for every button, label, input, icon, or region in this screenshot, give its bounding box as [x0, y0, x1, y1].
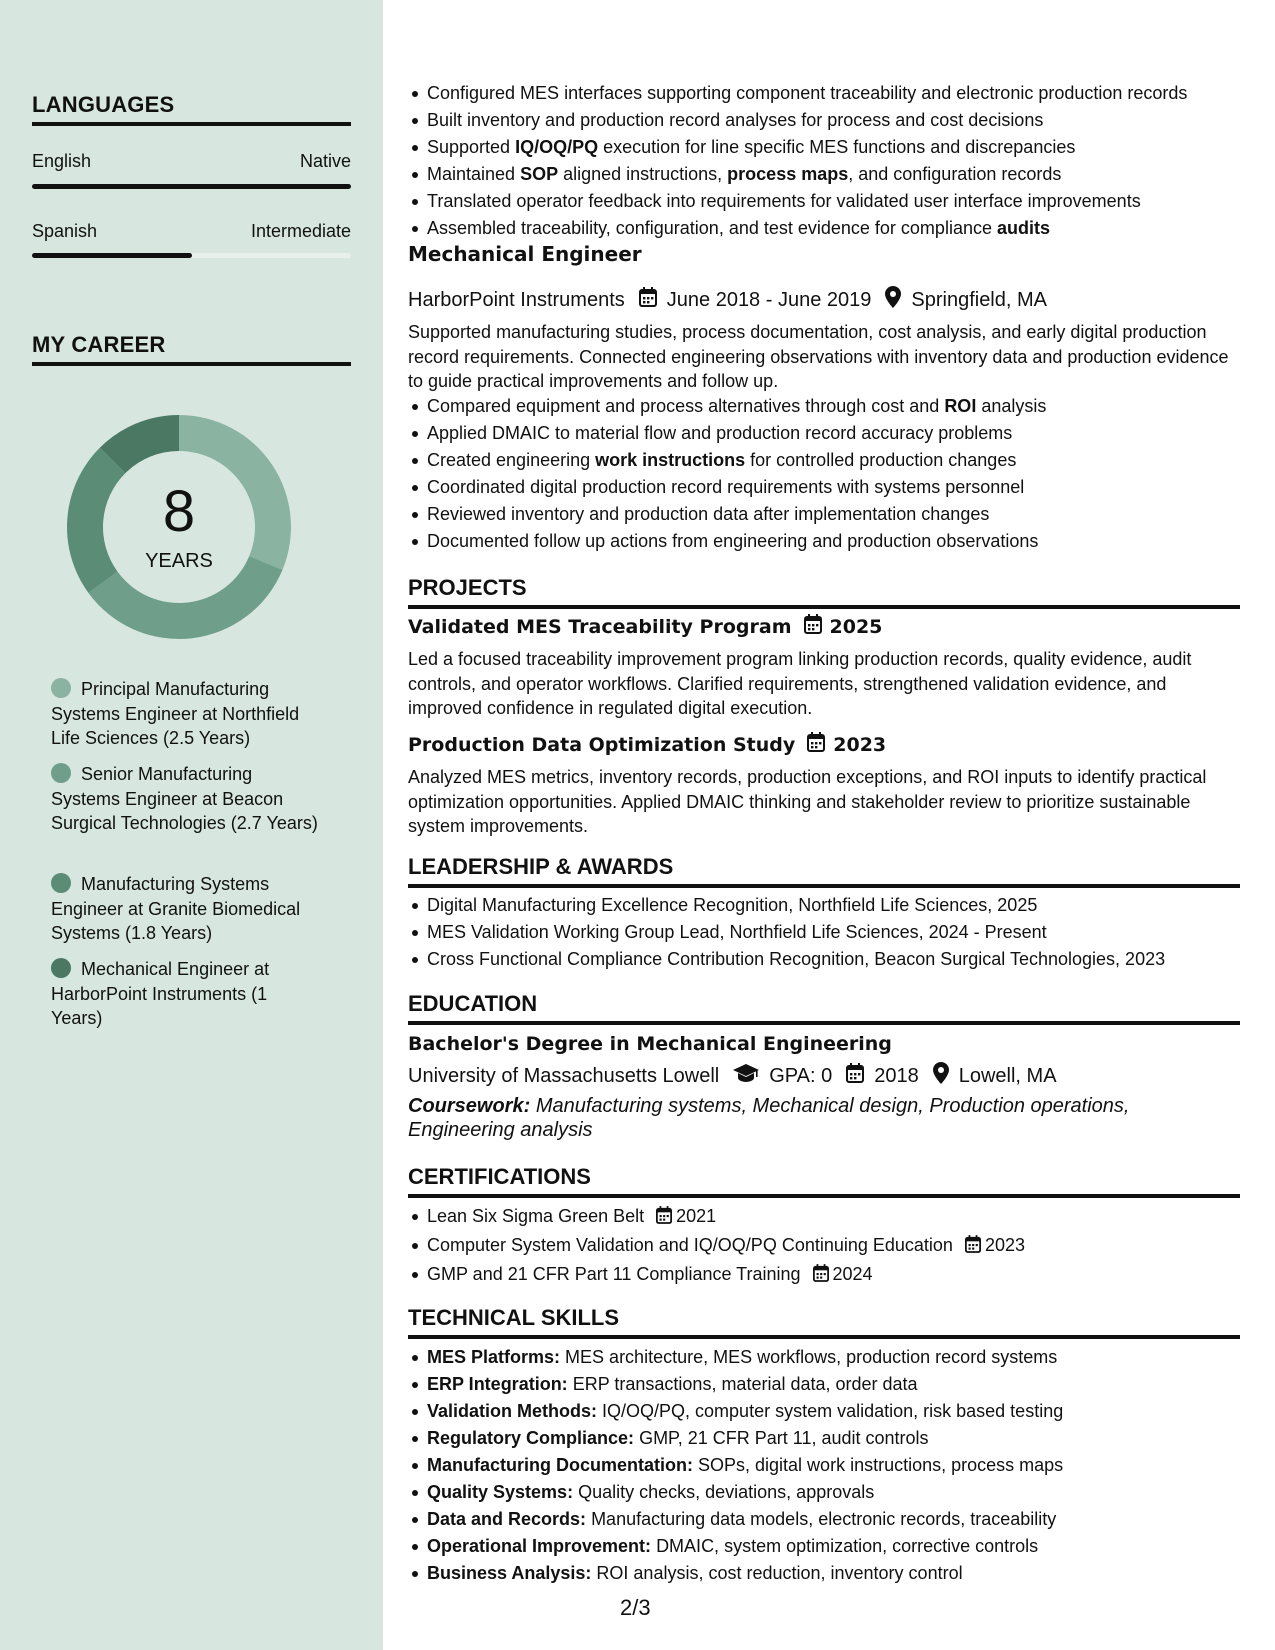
education-heading: EDUCATION: [408, 991, 1240, 1025]
certification-name: Lean Six Sigma Green Belt: [427, 1206, 645, 1226]
project-title: [408, 732, 886, 757]
list-item: Compared equipment and process alternatives through cost and ROI analysis: [427, 393, 1259, 420]
list-item: Created engineering work instructions for controlled production changes: [427, 447, 1259, 474]
coursework: [408, 1094, 1240, 1142]
language-bar-fill: [32, 253, 192, 258]
project-year: 2025: [829, 615, 883, 638]
calendar-icon: [813, 1263, 829, 1290]
job-bullets: [408, 393, 1259, 555]
skill-value: SOPs, digital work instructions, process maps: [698, 1455, 1064, 1475]
project-year: 2023: [833, 733, 887, 756]
project-description: Analyzed MES metrics, inventory records, production exceptions, and ROI inputs to identify practical optimization opportunities. Applied DMAIC thinking and stakeholder review to prioritize sustainable system improvements.: [408, 767, 1207, 836]
skill-label: Business Analysis:: [427, 1563, 592, 1583]
legend-dot: [51, 763, 71, 783]
project-description: Led a focused traceability improvement program linking production records, quality evidence, audit controls, and operator workflows. Clarified requirements, strengthened validation evidence, and improved confidence in regulated digital execution.: [408, 649, 1192, 718]
list-item: Supported IQ/OQ/PQ execution for line specific MES functions and discrepancies: [427, 134, 1259, 161]
sidebar: [0, 0, 383, 1650]
language-name: Spanish: [32, 221, 98, 241]
career-item: [51, 762, 321, 836]
calendar-icon: [804, 614, 822, 639]
main-content: [408, 0, 1240, 1650]
skill-label: Data and Records:: [427, 1509, 587, 1529]
awards-heading: LEADERSHIP & AWARDS: [408, 854, 1240, 888]
legend-dot: [51, 678, 71, 698]
skill-value: ROI analysis, cost reduction, inventory control: [596, 1563, 963, 1583]
career-item: [51, 677, 321, 751]
project-title: [408, 614, 882, 639]
list-item: Assembled traceability, configuration, and test evidence for compliance audits: [427, 215, 1259, 242]
languages-heading: LANGUAGES: [32, 92, 351, 126]
language-level: Intermediate: [250, 221, 351, 241]
list-item: [427, 1398, 1259, 1425]
coursework-label: Coursework:: [408, 1095, 531, 1117]
career-years-number: 8: [162, 479, 196, 544]
list-item: [427, 1560, 1259, 1587]
career-item: [51, 872, 321, 946]
list-item: Cross Functional Compliance Contribution Recognition, Beacon Surgical Technologies, 2023: [427, 946, 1259, 973]
list-item: Digital Manufacturing Excellence Recognition, Northfield Life Sciences, 2025: [427, 892, 1259, 919]
calendar-icon: [965, 1234, 981, 1261]
list-item: Built inventory and production record analyses for process and cost decisions: [427, 107, 1259, 134]
language-bar-spanish: [32, 253, 351, 258]
awards-list: [408, 892, 1259, 973]
school-name: University of Massachusetts Lowell: [408, 1064, 720, 1087]
certification-year: 2024: [832, 1264, 873, 1284]
projects-heading: PROJECTS: [408, 575, 1240, 609]
career-years-label: YEARS: [145, 550, 213, 572]
project-name: Validated MES Traceability Program: [408, 615, 792, 638]
skill-label: ERP Integration:: [427, 1374, 568, 1394]
list-item: [427, 1232, 1259, 1261]
list-item: [427, 1533, 1259, 1560]
calendar-icon: [846, 1063, 864, 1089]
list-item: [427, 1452, 1259, 1479]
skill-label: MES Platforms:: [427, 1347, 561, 1367]
skill-value: ERP transactions, material data, order data: [572, 1374, 918, 1394]
project-name: Production Data Optimization Study: [408, 733, 796, 756]
skill-value: IQ/OQ/PQ, computer system validation, risk based testing: [602, 1401, 1064, 1421]
graduation-year: 2018: [874, 1064, 919, 1087]
list-item: Reviewed inventory and production data after implementation changes: [427, 501, 1259, 528]
job-location: Springfield, MA: [911, 288, 1047, 311]
language-name: English: [32, 151, 92, 171]
list-item: [427, 1203, 1259, 1232]
location-pin-icon: [933, 1062, 949, 1090]
list-item: Documented follow up actions from engineering and production observations: [427, 528, 1259, 555]
gpa: GPA: 0: [769, 1064, 833, 1087]
page-number: 2/3: [620, 1595, 651, 1620]
degree-name: Bachelor's Degree in Mechanical Engineering: [408, 1033, 892, 1055]
list-item: [427, 1344, 1259, 1371]
skill-label: Manufacturing Documentation:: [427, 1455, 693, 1475]
skills-list: [408, 1344, 1259, 1587]
calendar-icon: [639, 287, 657, 313]
list-item: [427, 1261, 1259, 1290]
education-meta: [408, 1062, 1057, 1090]
list-item: Configured MES interfaces supporting component traceability and electronic production records: [427, 80, 1259, 107]
previous-job-bullets: [408, 80, 1259, 242]
coursework-text: Manufacturing systems, Mechanical design, Production operations, Engineering analysis: [408, 1095, 1130, 1141]
certifications-heading: CERTIFICATIONS: [408, 1164, 1240, 1198]
job-title-text: Mechanical Engineer: [408, 242, 642, 266]
job-title: [408, 242, 642, 266]
legend-dot: [51, 958, 71, 978]
certification-name: GMP and 21 CFR Part 11 Compliance Training: [427, 1264, 801, 1284]
list-item: [427, 1506, 1259, 1533]
job-meta: [408, 286, 1047, 314]
legend-dot: [51, 873, 71, 893]
certification-name: Computer System Validation and IQ/OQ/PQ Continuing Education: [427, 1235, 953, 1255]
graduation-cap-icon: [733, 1064, 759, 1088]
language-row-english: [32, 151, 351, 172]
skill-label: Operational Improvement:: [427, 1536, 652, 1556]
language-bar-fill: [32, 184, 351, 189]
skill-label: Regulatory Compliance:: [427, 1428, 635, 1448]
career-item-text: Principal Manufacturing Systems Engineer at Northfield Life Sciences (2.5 Years): [51, 679, 300, 748]
language-bar-english: [32, 184, 351, 189]
career-item-text: Mechanical Engineer at HarborPoint Instruments (1 Years): [51, 959, 270, 1028]
language-row-spanish: [32, 221, 351, 242]
certification-year: 2023: [984, 1235, 1025, 1255]
skill-value: Quality checks, deviations, approvals: [578, 1482, 875, 1502]
skills-heading: TECHNICAL SKILLS: [408, 1305, 1240, 1339]
career-item-text: Manufacturing Systems Engineer at Granite Biomedical Systems (1.8 Years): [51, 874, 301, 943]
list-item: [427, 1371, 1259, 1398]
list-item: Translated operator feedback into requirements for validated user interface improvements: [427, 188, 1259, 215]
location-pin-icon: [885, 286, 901, 314]
degree-title: [408, 1033, 892, 1055]
list-item: MES Validation Working Group Lead, Northfield Life Sciences, 2024 - Present: [427, 919, 1259, 946]
education-location: Lowell, MA: [958, 1064, 1057, 1087]
certifications-list: [408, 1203, 1259, 1290]
list-item: Maintained SOP aligned instructions, process maps, and configuration records: [427, 161, 1259, 188]
calendar-icon: [807, 732, 825, 757]
certification-year: 2021: [676, 1206, 717, 1226]
career-item: [51, 957, 321, 1031]
company-name: HarborPoint Instruments: [408, 288, 625, 311]
job-dates: June 2018 - June 2019: [666, 288, 872, 311]
list-item: Applied DMAIC to material flow and production record accuracy problems: [427, 420, 1259, 447]
language-level: Native: [299, 151, 351, 171]
career-donut-chart: [66, 414, 292, 640]
job-summary: Supported manufacturing studies, process documentation, cost analysis, and early digital production record requirements. Connected engineering observations with inventory data and production evidence to guide practical improvements and follow up.: [408, 322, 1229, 391]
skill-value: DMAIC, system optimization, corrective controls: [656, 1536, 1039, 1556]
list-item: Coordinated digital production record requirements with systems personnel: [427, 474, 1259, 501]
career-item-text: Senior Manufacturing Systems Engineer at Beacon Surgical Technologies (2.7 Years): [51, 764, 318, 833]
skill-value: GMP, 21 CFR Part 11, audit controls: [639, 1428, 929, 1448]
skill-label: Validation Methods:: [427, 1401, 598, 1421]
career-heading: MY CAREER: [32, 332, 351, 366]
list-item: [427, 1479, 1259, 1506]
skill-value: MES architecture, MES workflows, production record systems: [565, 1347, 1058, 1367]
list-item: [427, 1425, 1259, 1452]
skill-label: Quality Systems:: [427, 1482, 574, 1502]
calendar-icon: [656, 1205, 672, 1232]
skill-value: Manufacturing data models, electronic records, traceability: [591, 1509, 1057, 1529]
